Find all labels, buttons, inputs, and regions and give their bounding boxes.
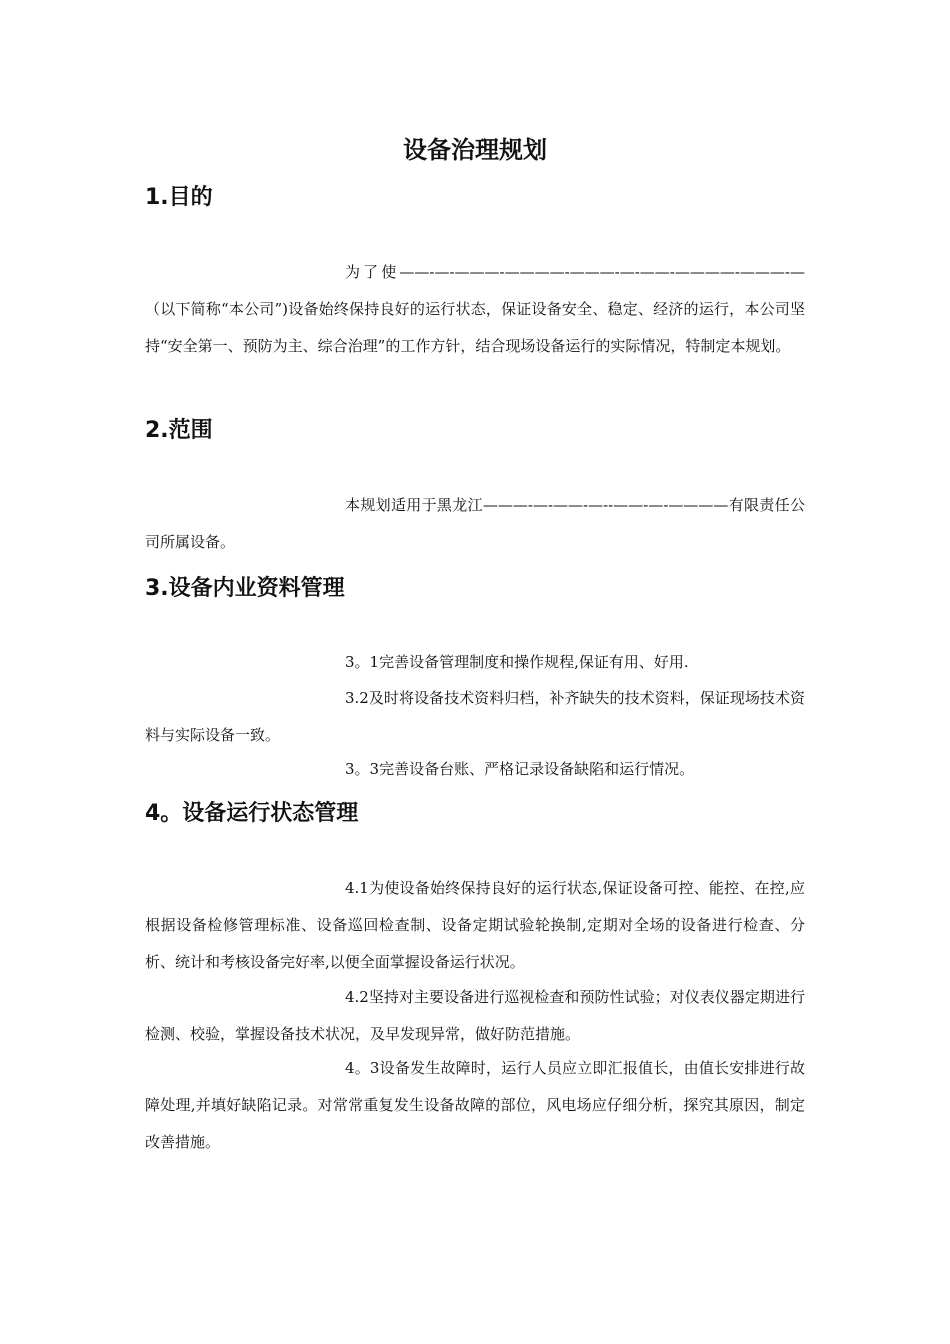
document-title: 设备治理规划: [403, 136, 547, 164]
paragraph-4-1: 4.1为使设备始终保持良好的运行状态,保证设备可控、能控、在控,应根据设备检修管理标准、设备巡回检查制、设备定期试验轮换制,定期对全场的设备进行检查、分析、统计和考核设备完好率,以便全面掌握设备运行状况。: [145, 879, 805, 971]
paragraph-3-2: 3.2及时将设备技术资料归档，补齐缺失的技术资料，保证现场技术资料与实际设备一致。: [145, 689, 805, 744]
section-heading-internal-docs: 3.设备内业资料管理: [145, 576, 345, 601]
section-heading-scope: 2.范围: [145, 418, 213, 443]
section-heading-running-state: 4。设备运行状态管理: [145, 801, 359, 826]
paragraph-purpose: 为了使——-—-———-————-———-—-——-————-———-—（以下简称“本公司”)设备始终保持良好的运行状态，保证设备安全、稳定、经济的运行，本公司坚持“安全第一、预防为主、综合治理”的工作方针，结合现场设备运行的实际情况，特制定本规划。: [145, 263, 805, 355]
paragraph-scope: 本规划适用于黑龙江———-—-——-—--——-—-————有限责任公司所属设备。: [145, 496, 805, 551]
paragraph-4-2: 4.2坚持对主要设备进行巡视检查和预防性试验；对仪表仪器定期进行检测、校验，掌握设备技术状况，及早发现异常，做好防范措施。: [145, 988, 805, 1043]
paragraph-4-3: 4。3设备发生故障时，运行人员应立即汇报值长，由值长安排进行故障处理,并填好缺陷记录。对常常重复发生设备故障的部位，风电场应仔细分析，探究其原因，制定改善措施。: [145, 1059, 805, 1151]
section-heading-purpose: 1.目的: [145, 185, 213, 210]
paragraph-3-3: 3。3完善设备台账、严格记录设备缺陷和运行情况。: [345, 760, 695, 778]
paragraph-3-1: 3。1完善设备管理制度和操作规程,保证有用、好用.: [345, 653, 689, 671]
